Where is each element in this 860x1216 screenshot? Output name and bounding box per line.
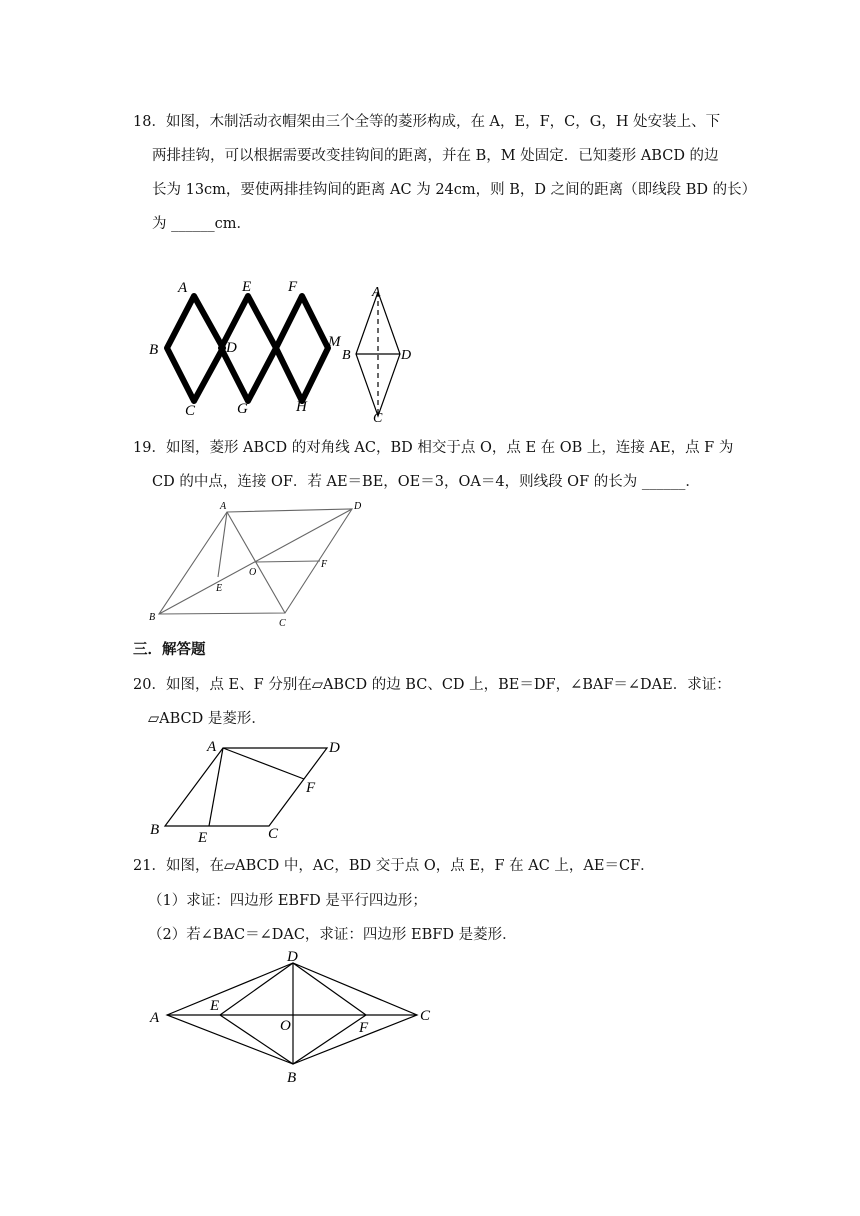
q21-label-O: O (280, 1018, 291, 1034)
q20-label-C: C (268, 826, 279, 842)
q20-figure-parallelogram (140, 735, 350, 850)
q19-line-2: CD 的中点，连接 OF．若 AE＝BE，OE＝3，OA＝4，则线段 OF 的长为 ______． (152, 474, 700, 490)
q18-label-M: M (328, 334, 341, 350)
q20-line-2: ▱ABCD 是菱形． (148, 711, 266, 727)
q21-label-F: F (359, 1020, 369, 1036)
q21-line-2: （1）求证：四边形 EBFD 是平行四边形； (148, 893, 427, 909)
q20-label-E: E (198, 830, 208, 846)
section-heading-answer-questions: 三．解答题 (133, 641, 206, 658)
q18-label-E: E (242, 279, 252, 295)
q18-label-G: G (237, 401, 248, 417)
q20-label-A: A (207, 739, 217, 755)
q18-line-2: 两排挂钩，可以根据需要改变挂钩间的距离，并在 B，M 处固定．已知菱形 ABCD 的边 (152, 148, 719, 164)
q21-label-B: B (287, 1070, 297, 1086)
q18-line-4: 为 ______cm． (152, 216, 251, 232)
q19-label-D: D (354, 501, 362, 512)
q21-label-C: C (420, 1008, 431, 1024)
q18-label-B: B (149, 342, 159, 358)
q21-line-3: （2）若∠BAC＝∠DAC，求证：四边形 EBFD 是菱形． (148, 927, 517, 943)
q19-label-E: E (216, 583, 223, 594)
q19-figure-rhombus (140, 495, 380, 635)
q20-label-F: F (306, 780, 316, 796)
q21-label-E: E (210, 998, 220, 1014)
q19-label-B: B (149, 612, 156, 623)
q19-label-F: F (321, 559, 328, 570)
q18-line-1: 18．如图，木制活动衣帽架由三个全等的菱形构成，在 A，E，F，C，G，H 处安装上、下 (133, 114, 721, 130)
q18r-label-D: D (401, 348, 412, 363)
q18-label-A: A (178, 280, 188, 296)
q18-figure-coat-rack (140, 270, 350, 420)
q18-line-3: 长为 13cm，要使两排挂钩间的距离 AC 为 24cm，则 B，D 之间的距离（即线段 BD 的长） (152, 182, 757, 198)
q21-line-1: 21．如图，在▱ABCD 中，AC，BD 交于点 O，点 E，F 在 AC 上，AE＝CF． (133, 858, 655, 874)
q21-label-D: D (287, 949, 298, 965)
q19-label-A: A (220, 501, 227, 512)
q19-label-C: C (279, 618, 286, 629)
q18r-label-B: B (342, 348, 351, 363)
q21-figure-parallelogram (140, 945, 440, 1090)
q19-label-O: O (249, 567, 257, 578)
q18-figure-rhombus (338, 280, 428, 425)
q19-line-1: 19．如图，菱形 ABCD 的对角线 AC，BD 相交于点 O，点 E 在 OB 上，连接 AE，点 F 为 (133, 440, 734, 456)
q18r-label-C: C (373, 411, 383, 426)
q20-label-D: D (329, 740, 340, 756)
q20-label-B: B (150, 822, 160, 838)
q18-label-D: D (226, 340, 237, 356)
q18-label-H: H (296, 399, 307, 415)
q18-label-F: F (288, 279, 298, 295)
q20-line-1: 20．如图，点 E、F 分别在▱ABCD 的边 BC、CD 上，BE＝DF，∠BAF＝∠DAE．求证： (133, 677, 731, 693)
q18-label-C: C (185, 403, 196, 419)
q21-label-A: A (150, 1010, 160, 1026)
q18r-label-A: A (372, 285, 381, 300)
